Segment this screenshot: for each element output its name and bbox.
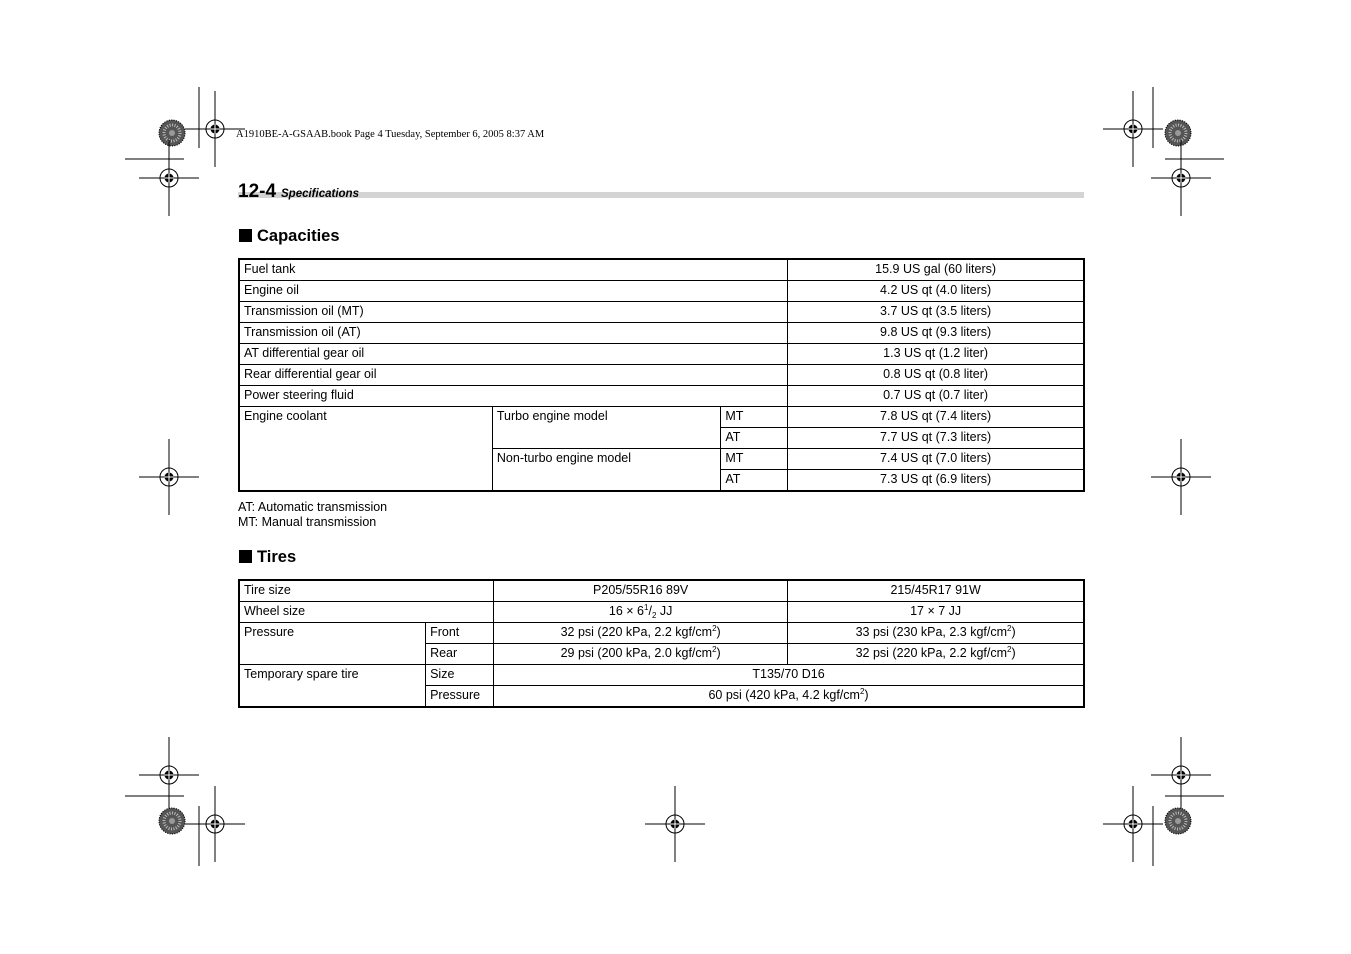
close-paren: )	[716, 625, 721, 639]
table-row	[239, 281, 1084, 302]
capacities-table	[238, 258, 1085, 492]
front-pressure-b	[788, 623, 1084, 644]
capacities-heading	[239, 227, 340, 246]
squared-mark: 2	[1007, 645, 1012, 654]
tires-table	[238, 579, 1085, 708]
fraction-numerator: 1	[644, 603, 649, 612]
capacity-value: 0.7 US qt (0.7 liter)	[788, 386, 1084, 407]
close-paren: )	[716, 646, 721, 660]
table-row	[239, 302, 1084, 323]
squared-mark: 2	[1007, 624, 1012, 633]
capacity-value: 7.4 US qt (7.0 liters)	[788, 449, 1084, 470]
capacity-value: 7.7 US qt (7.3 liters)	[788, 428, 1084, 449]
square-bullet-icon	[239, 550, 252, 563]
coolant-turbo-label: Turbo engine model	[492, 407, 720, 449]
tires-heading	[239, 548, 296, 567]
wheel-size-label: Wheel size	[239, 602, 494, 623]
note-at: AT: Automatic transmission	[238, 500, 388, 514]
tire-size-b: 215/45R17 91W	[788, 580, 1084, 602]
wheel-size-b: 17 × 7 JJ	[788, 602, 1084, 623]
capacity-value: 4.2 US qt (4.0 liters)	[788, 281, 1084, 302]
close-paren: )	[864, 688, 869, 702]
wheel-size-a-suffix: JJ	[656, 604, 673, 618]
capacity-item: Power steering fluid	[239, 386, 788, 407]
squared-mark: 2	[712, 624, 717, 633]
squared-mark: 2	[859, 687, 865, 696]
tires-heading-text: Tires	[257, 548, 297, 566]
capacity-item: Transmission oil (MT)	[239, 302, 788, 323]
capacity-value: 15.9 US gal (60 liters)	[788, 259, 1084, 281]
transmission-label: AT	[721, 428, 788, 449]
rear-pressure-a	[494, 644, 788, 665]
capacity-value: 3.7 US qt (3.5 liters)	[788, 302, 1084, 323]
spare-pressure-value	[494, 686, 1084, 708]
capacity-value: 7.8 US qt (7.4 liters)	[788, 407, 1084, 428]
book-file-line: A1910BE-A-GSAAB.book Page 4 Tuesday, September 6, 2005 8:37 AM	[236, 129, 545, 140]
note-mt: MT: Manual transmission	[238, 515, 377, 529]
table-row	[239, 580, 1084, 602]
table-row	[239, 602, 1084, 623]
wheel-size-a	[494, 602, 788, 623]
fraction-denominator: 2	[651, 611, 657, 620]
tire-size-a: P205/55R16 89V	[494, 580, 788, 602]
table-row	[239, 407, 1084, 428]
capacity-item: Engine oil	[239, 281, 788, 302]
spare-size-label: Size	[426, 665, 494, 686]
capacity-value: 7.3 US qt (6.9 liters)	[788, 470, 1084, 492]
coolant-item: Engine coolant	[239, 407, 492, 492]
section-name: Specifications	[281, 188, 359, 200]
front-pressure-b-text: 33 psi (230 kPa, 2.3 kgf/cm	[855, 625, 1008, 639]
table-row	[239, 344, 1084, 365]
squared-mark: 2	[712, 645, 717, 654]
capacity-item: Transmission oil (AT)	[239, 323, 788, 344]
capacity-item: Fuel tank	[239, 259, 788, 281]
rear-label: Rear	[426, 644, 494, 665]
abbreviation-notes	[238, 500, 387, 530]
front-label: Front	[426, 623, 494, 644]
table-row	[239, 665, 1084, 686]
page-number: 12-4	[238, 181, 277, 202]
table-row	[239, 365, 1084, 386]
square-bullet-icon	[239, 229, 252, 242]
table-row	[239, 386, 1084, 407]
close-paren: )	[1011, 625, 1016, 639]
front-pressure-a-text: 32 psi (220 kPa, 2.2 kgf/cm	[560, 625, 713, 639]
spare-tire-label: Temporary spare tire	[239, 665, 426, 708]
table-row	[239, 623, 1084, 644]
fraction-slash: /	[648, 604, 652, 618]
pressure-label: Pressure	[239, 623, 426, 665]
spare-size-value: T135/70 D16	[494, 665, 1084, 686]
table-row	[239, 323, 1084, 344]
wheel-size-a-text: 16 × 6	[608, 604, 645, 618]
front-pressure-a	[494, 623, 788, 644]
capacity-item: AT differential gear oil	[239, 344, 788, 365]
rear-pressure-a-text: 29 psi (200 kPa, 2.0 kgf/cm	[560, 646, 713, 660]
coolant-nonturbo-label: Non-turbo engine model	[492, 449, 720, 492]
capacity-value: 9.8 US qt (9.3 liters)	[788, 323, 1084, 344]
transmission-label: MT	[721, 407, 788, 428]
spare-pressure-label: Pressure	[426, 686, 494, 708]
close-paren: )	[1011, 646, 1016, 660]
transmission-label: MT	[721, 449, 788, 470]
spare-pressure-text: 60 psi (420 kPa, 4.2 kgf/cm	[708, 688, 860, 702]
rear-pressure-b	[788, 644, 1084, 665]
capacity-value: 1.3 US qt (1.2 liter)	[788, 344, 1084, 365]
transmission-label: AT	[721, 470, 788, 492]
rear-pressure-b-text: 32 psi (220 kPa, 2.2 kgf/cm	[855, 646, 1008, 660]
header-rule	[238, 192, 1084, 198]
capacity-item: Rear differential gear oil	[239, 365, 788, 386]
capacities-heading-text: Capacities	[257, 227, 340, 245]
tire-size-label: Tire size	[239, 580, 494, 602]
capacity-value: 0.8 US qt (0.8 liter)	[788, 365, 1084, 386]
table-row	[239, 259, 1084, 281]
